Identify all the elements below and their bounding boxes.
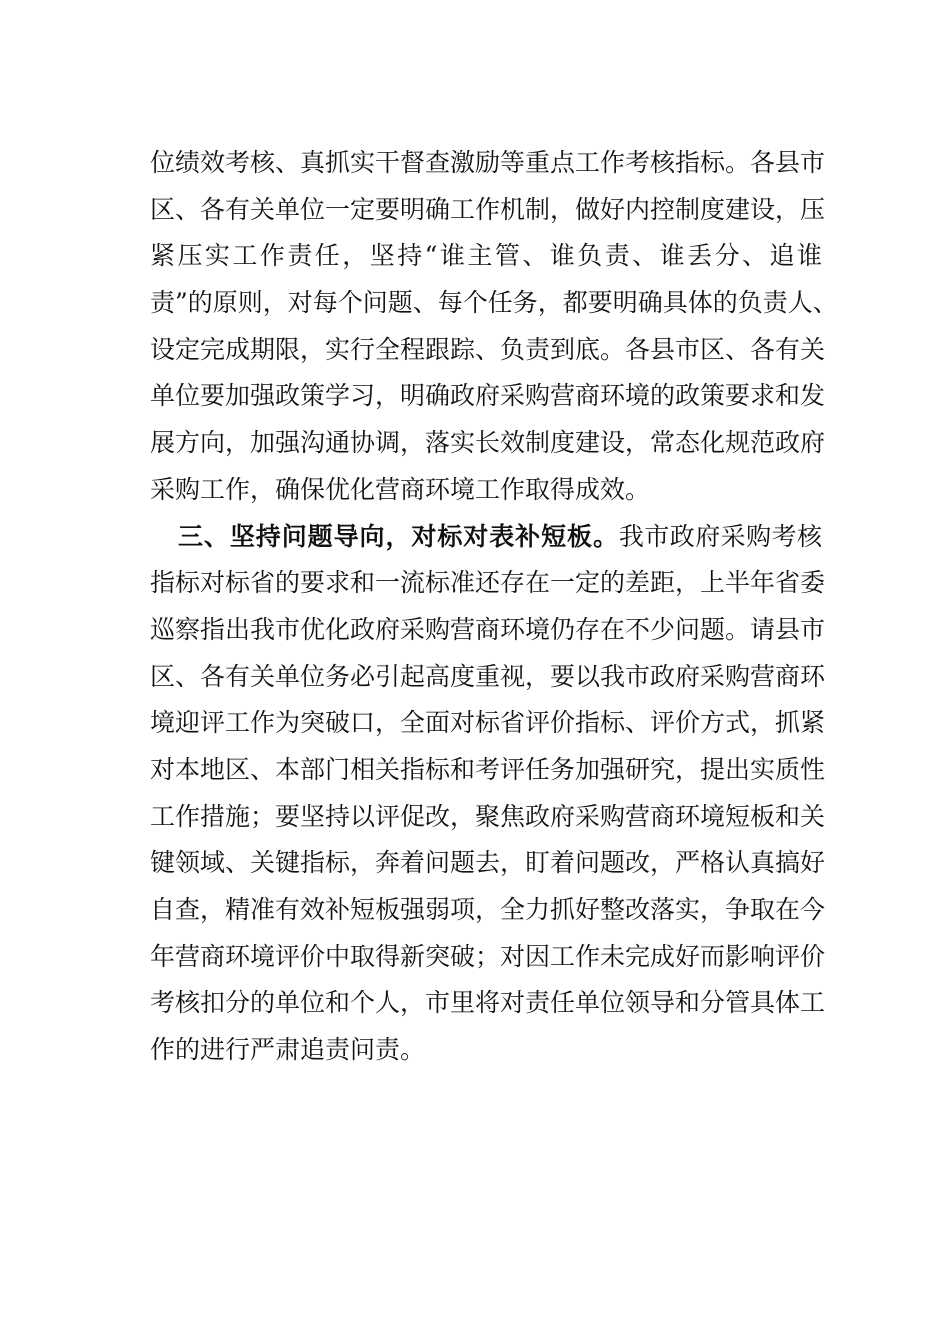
text-line: 作的进行严肃追责问责。 <box>150 1035 426 1065</box>
text-line: 采购工作，确保优化营商环境工作取得成效。 <box>150 474 651 504</box>
text-line: 单位要加强政策学习，明确政府采购营商环境的政策要求和发 <box>150 381 826 411</box>
text-line: 考核扣分的单位和个人，市里将对责任单位领导和分管具体工 <box>150 988 826 1018</box>
document-body <box>150 140 838 1074</box>
text-line: 年营商环境评价中取得新突破；对因工作未完成好而影响评价 <box>150 941 826 971</box>
text-line: 境迎评工作为突破口，全面对标省评价指标、评价方式，抓紧 <box>150 708 826 738</box>
text-line: 巡察指出我市优化政府采购营商环境仍存在不少问题。请县市 <box>150 614 826 644</box>
section-heading: 三、坚持问题导向，对标对表补短板。 <box>178 521 619 551</box>
text-fragment: 我市政府采购考核 <box>618 521 822 551</box>
text-line: 指标对标省的要求和一流标准还存在一定的差距，上半年省委 <box>150 568 826 598</box>
text-line: 紧压实工作责任，坚持“谁主管、谁负责、谁丢分、追谁 <box>150 241 822 271</box>
text-line: 对本地区、本部门相关指标和考评任务加强研究，提出实质性 <box>150 754 826 784</box>
text-line: 展方向，加强沟通协调，落实长效制度建设，常态化规范政府 <box>150 428 826 458</box>
text-line: 区、各有关单位一定要明确工作机制，做好内控制度建设，压 <box>150 194 826 224</box>
text-line: 自查，精准有效补短板强弱项，全力抓好整改落实，争取在今 <box>150 895 826 924</box>
text-line: 位绩效考核、真抓实干督查激励等重点工作考核指标。各县市 <box>150 148 826 177</box>
text-line: 工作措施；要坚持以评促改，聚焦政府采购营商环境短板和关 <box>150 801 826 831</box>
text-line: 责”的原则，对每个问题、每个任务，都要明确具体的负责人、 <box>150 288 838 318</box>
text-line: 键领域、关键指标，奔着问题去，盯着问题改，严格认真搞好 <box>150 848 826 878</box>
text-line: 设定完成期限，实行全程跟踪、负责到底。各县市区、各有关 <box>150 334 826 364</box>
text-line: 区、各有关单位务必引起高度重视，要以我市政府采购营商环 <box>150 661 826 691</box>
paragraph-accountability <box>150 140 838 514</box>
section-heading-line <box>150 514 822 561</box>
paragraph-section-three <box>150 514 826 1074</box>
